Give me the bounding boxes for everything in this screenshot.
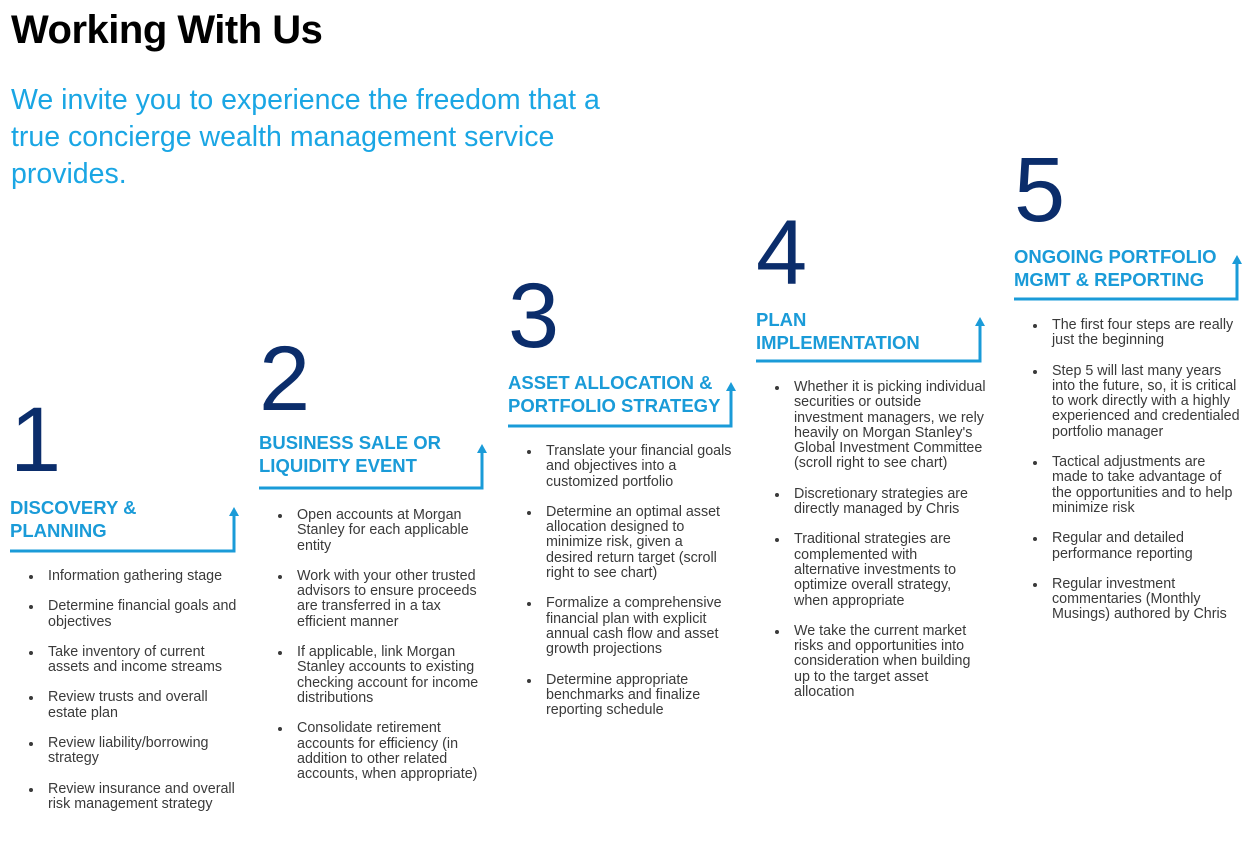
list-item [10,599,240,630]
list-item [259,645,484,706]
bullet-icon [775,386,779,390]
list-item-text: Open accounts at Morgan Stanley for each applicable entity [297,507,469,554]
list-item-text: Formalize a comprehensive financial plan with explicit annual cash flow and asset growth projections [546,595,722,658]
bullet-icon [1033,583,1037,587]
list-item [756,532,986,608]
step-heading-line: BUSINESS SALE OR [259,432,441,453]
bullet-icon [527,679,531,683]
list-item [10,736,240,767]
bullet-icon [278,727,282,731]
list-item-text: Tactical adjustments are made to take advantage of the opportunities and to help minimize risk [1052,454,1233,516]
list-item [756,487,986,518]
bullet-icon [1033,370,1037,374]
bullet-icon [775,493,779,497]
list-item [10,645,240,676]
step-heading-line: MGMT & REPORTING [1014,269,1205,290]
list-item-text: Traditional strategies are complemented with alternative investments to optimize overall strategy, when appropriate [794,531,957,609]
step-bullet-list [259,508,484,797]
up-arrow-icon [1014,255,1247,305]
list-item-text: Discretionary strategies are directly managed by Chris [794,485,969,518]
step-number: 2 [259,328,311,430]
list-item-text: If applicable, link Morgan Stanley accounts to existing checking account for income distributions [297,644,479,706]
bullet-icon [1033,537,1037,541]
step-heading-line: DISCOVERY & [10,497,137,518]
list-item-text: We take the current market risks and opportunities into consideration when building up to the target asset allocation [794,622,971,701]
bullet-icon [1033,461,1037,465]
list-item-text: Step 5 will last many years into the future, so, it is critical to work directly with a highly experienced and credentialed portfolio manager [1052,362,1240,440]
list-item-text: Regular and detailed performance reporting [1052,530,1193,562]
bullet-icon [775,538,779,542]
bullet-icon [29,788,33,792]
step-heading-line: LIQUIDITY EVENT [259,455,417,476]
list-item-text: Consolidate retirement accounts for efficiency (in addition to other related accounts, when appropriate) [297,720,478,783]
step-heading-line: PLAN [756,309,807,330]
bullet-icon [278,514,282,518]
bullet-icon [29,742,33,746]
list-item-text: Information gathering stage [48,568,223,584]
list-item [10,569,240,584]
step-heading-line: ASSET ALLOCATION & [508,372,713,393]
up-arrow-icon [10,507,244,557]
bullet-icon [29,696,33,700]
list-item [1014,531,1240,562]
list-item [508,596,733,657]
step-number: 3 [508,265,560,367]
list-item-text: Translate your financial goals and objectives into a customized portfolio [546,443,732,490]
list-item [1014,364,1240,440]
step-bullet-list [10,569,240,827]
list-item [508,673,733,719]
list-item [508,444,733,490]
page-subtitle: We invite you to experience the freedom that a true concierge wealth management service provides. [11,84,600,190]
list-item [1014,455,1240,516]
list-item-text: Review insurance and overall risk management strategy [48,780,235,812]
list-item-text: Regular investment commentaries (Monthly Musings) authored by Chris [1052,575,1227,623]
up-arrow-icon [259,444,492,494]
list-item-text: Work with your other trusted advisors to ensure proceeds are transferred in a tax efficient manner [297,567,477,630]
list-item-text: The first four steps are really just the beginning [1052,317,1234,349]
list-item-text: Review liability/borrowing strategy [48,735,209,767]
page-title: Working With Us [11,8,323,52]
step-heading-line: IMPLEMENTATION [756,332,920,353]
bullet-icon [527,602,531,606]
list-item-text: Determine financial goals and objectives [48,598,237,630]
step-bullet-list [756,380,986,715]
step-bullet-list [508,444,733,733]
bullet-icon [29,605,33,609]
step-number: 5 [1014,139,1066,241]
list-item-text: Determine an optimal asset allocation designed to minimize risk, given a desired return target (scroll right to see chart) [546,503,721,582]
list-item-text: Determine appropriate benchmarks and finalize reporting schedule [546,671,701,719]
step-heading-line: ONGOING PORTFOLIO [1014,246,1217,267]
list-item [1014,577,1240,623]
list-item-text: Review trusts and overall estate plan [48,689,208,721]
list-item [756,624,986,700]
step-heading-line: PLANNING [10,520,107,541]
step-number: 4 [756,202,808,304]
bullet-icon [775,630,779,634]
bullet-icon [278,575,282,579]
step-number: 1 [10,389,62,491]
bullet-icon [1033,324,1037,328]
up-arrow-icon [756,317,990,367]
list-item [1014,318,1240,349]
list-item [259,569,484,630]
list-item [259,721,484,782]
list-item [10,782,240,813]
bullet-icon [278,651,282,655]
list-item [508,505,733,581]
up-arrow-icon [508,382,741,432]
step-bullet-list [1014,318,1240,638]
bullet-icon [29,651,33,655]
list-item-text: Take inventory of current assets and income streams [48,643,223,676]
bullet-icon [29,575,33,579]
bullet-icon [527,511,531,515]
list-item-text: Whether it is picking individual securities or outside investment managers, we rely heavily on Morgan Stanley's Global Investment Committee (scroll right to see chart) [794,379,986,472]
bullet-icon [527,450,531,454]
step-heading-line: PORTFOLIO STRATEGY [508,395,721,416]
list-item [259,508,484,554]
list-item [10,690,240,721]
list-item [756,380,986,472]
